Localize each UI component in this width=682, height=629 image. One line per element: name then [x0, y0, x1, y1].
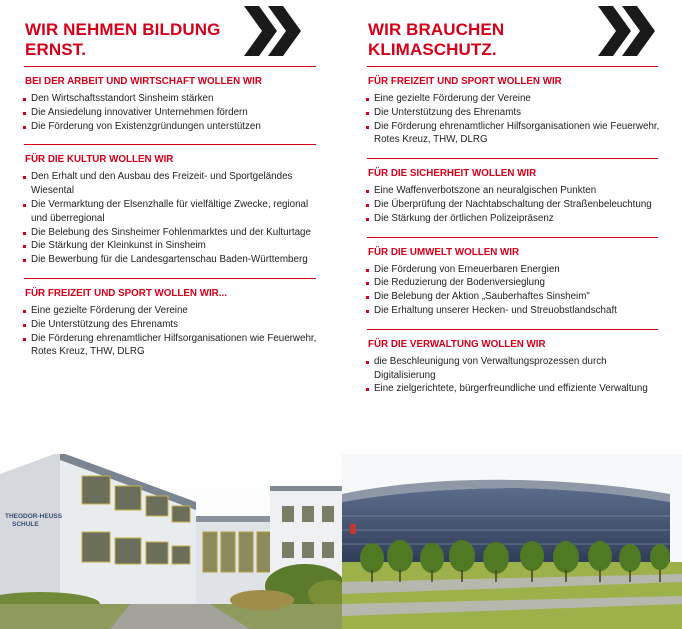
list-item: Die Belebung des Sinsheimer Fohlenmarktes und der Kulturtage — [22, 226, 318, 240]
divider — [24, 144, 316, 145]
chevron-right-icon — [598, 6, 658, 56]
photo-strip — [0, 454, 682, 629]
list-item: Eine gezielte Förderung der Vereine — [365, 92, 660, 106]
list-item: Den Wirtschaftsstandort Sinsheim stärken — [22, 92, 318, 106]
divider — [367, 66, 658, 67]
list-item: Eine gezielte Förderung der Vereine — [22, 304, 318, 318]
list-item: Die Unterstützung des Ehrenamts — [22, 318, 318, 332]
right-column — [365, 0, 660, 407]
list-item: Die Erhaltung unserer Hecken- und Streuobstlandschaft — [365, 304, 660, 318]
list-item: Eine Waffenverbotszone an neuralgischen Punkten — [365, 184, 660, 198]
list-item: Die Förderung ehrenamtlicher Hilfsorganisationen wie Feuerwehr, Rotes Kreuz, THW, DLRG — [365, 120, 660, 148]
list-item: Eine zielgerichtete, bürgerfreundliche und effiziente Verwaltung — [365, 382, 660, 396]
list-culture — [22, 170, 318, 267]
list-item: Die Förderung von Existenzgründungen unterstützen — [22, 120, 318, 134]
school-sign-line2: SCHULE — [12, 521, 39, 528]
right-title-line1: WIR BRAUCHEN — [368, 20, 505, 39]
list-item: Die Förderung ehrenamtlicher Hilfsorganisationen wie Feuerwehr, Rotes Kreuz, THW, DLRG — [22, 332, 318, 360]
left-title-line2: ERNST. — [25, 40, 87, 59]
list-leisure — [365, 92, 660, 147]
right-title-line2: KLIMASCHUTZ. — [368, 40, 497, 59]
divider — [367, 158, 658, 159]
list-work — [22, 92, 318, 133]
section-heading-work: BEI DER ARBEIT UND WIRTSCHAFT WOLLEN WIR — [25, 76, 262, 87]
school-sign-line1: THEODOR-HEUSS — [5, 513, 63, 520]
list-item: Die Förderung von Erneuerbaren Energien — [365, 263, 660, 277]
left-title-line1: WIR NEHMEN BILDUNG — [25, 20, 221, 39]
chevron-right-icon — [244, 6, 304, 56]
list-item: Die Überprüfung der Nachtabschaltung der Straßenbeleuchtung — [365, 198, 660, 212]
left-title — [25, 20, 220, 60]
section-heading-leisure: FÜR FREIZEIT UND SPORT WOLLEN WIR — [368, 76, 562, 87]
list-item: Die Unterstützung des Ehrenamts — [365, 106, 660, 120]
photo-illustration — [0, 454, 682, 629]
section-heading-leisure: FÜR FREIZEIT UND SPORT WOLLEN WIR... — [25, 287, 227, 299]
list-environment — [365, 263, 660, 318]
divider — [367, 237, 658, 238]
list-item: Die Reduzierung der Bodenversieglung — [365, 276, 660, 290]
list-item: Die Ansiedelung innovativer Unternehmen fördern — [22, 106, 318, 120]
section-heading-environment: FÜR DIE UMWELT WOLLEN WIR — [368, 246, 520, 258]
divider — [24, 66, 316, 67]
list-item: Die Stärkung der örtlichen Polizeipräsenz — [365, 212, 660, 226]
right-header — [365, 0, 660, 66]
stadium-photo — [342, 454, 682, 629]
section-heading-security: FÜR DIE SICHERHEIT WOLLEN WIR — [368, 168, 537, 180]
list-leisure — [22, 304, 318, 359]
list-item: Die Stärkung der Kleinkunst in Sinsheim — [22, 239, 318, 253]
list-security — [365, 184, 660, 225]
section-heading-culture: FÜR DIE KULTUR WOLLEN WIR — [25, 154, 174, 166]
list-item: die Beschleunigung von Verwaltungsprozessen durch Digitalisierung — [365, 355, 660, 383]
list-item: Die Vermarktung der Elsenzhalle für vielfältige Zwecke, regional und überregional — [22, 198, 318, 226]
divider — [24, 278, 316, 279]
left-column — [22, 0, 318, 370]
right-title — [368, 20, 504, 60]
list-administration — [365, 355, 660, 396]
list-item: Den Erhalt und den Ausbau des Freizeit- und Sportgeländes Wiesental — [22, 170, 318, 198]
section-heading-administration: FÜR DIE VERWALTUNG WOLLEN WIR — [368, 338, 546, 350]
left-header — [22, 0, 318, 66]
list-item: Die Belebung der Aktion „Sauberhaftes Sinsheim" — [365, 290, 660, 304]
list-item: Die Bewerbung für die Landesgartenschau Baden-Württemberg — [22, 253, 318, 267]
divider — [367, 329, 658, 330]
